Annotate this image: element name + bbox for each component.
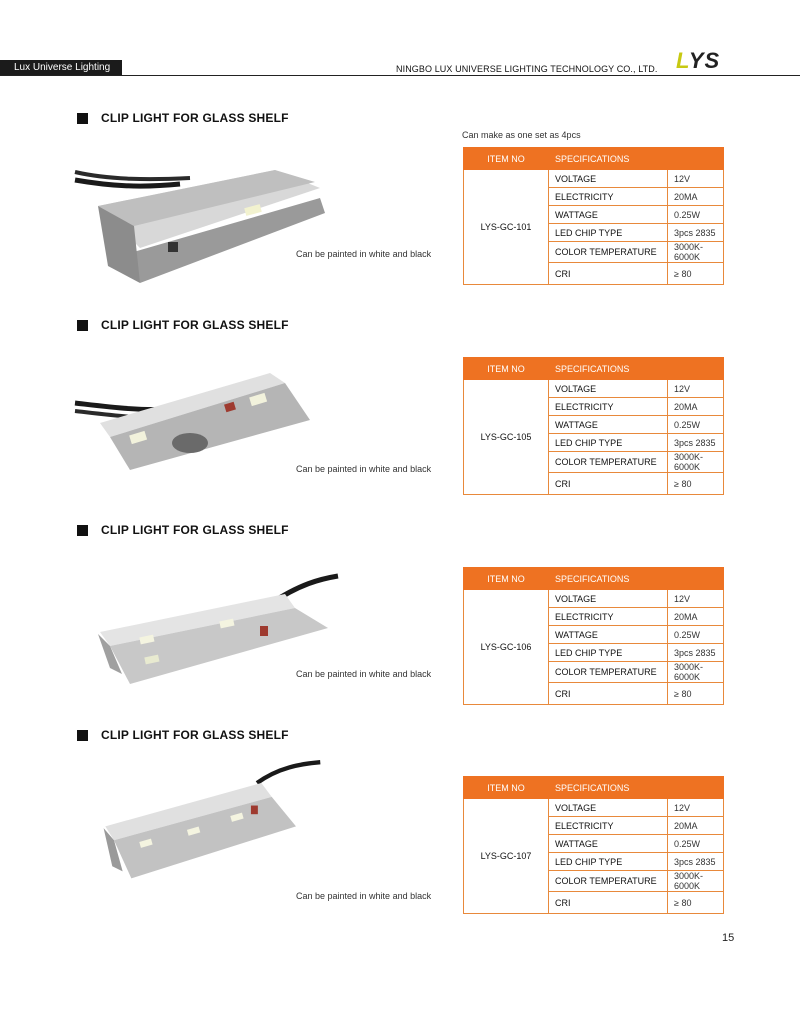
paint-note: Can be painted in white and black <box>296 669 432 679</box>
spec-value: 3000K-6000K <box>668 242 724 263</box>
spec-key: ELECTRICITY <box>549 188 668 206</box>
spec-key: COLOR TEMPERATURE <box>549 662 668 683</box>
item-no: LYS-GC-101 <box>464 170 549 285</box>
specs-header: SPECIFICATIONS <box>549 777 724 799</box>
spec-table <box>463 567 724 705</box>
spec-key: WATTAGE <box>549 416 668 434</box>
specs-header: SPECIFICATIONS <box>549 358 724 380</box>
section-title: CLIP LIGHT FOR GLASS SHELF <box>101 728 289 742</box>
spec-table <box>463 147 724 285</box>
spec-value: 12V <box>668 590 724 608</box>
spec-key: CRI <box>549 892 668 914</box>
product-section-2 <box>0 317 800 517</box>
item-no-header: ITEM NO <box>464 358 549 380</box>
paint-note: Can be painted in white and black <box>296 891 432 901</box>
brand-tab: Lux Universe Lighting <box>0 60 122 76</box>
item-no: LYS-GC-107 <box>464 799 549 914</box>
section-title: CLIP LIGHT FOR GLASS SHELF <box>101 523 289 537</box>
spec-key: WATTAGE <box>549 626 668 644</box>
spec-key: ELECTRICITY <box>549 398 668 416</box>
product-photo <box>70 365 340 495</box>
spec-value: 20MA <box>668 398 724 416</box>
product-section-4 <box>0 727 800 927</box>
spec-value: 12V <box>668 799 724 817</box>
spec-key: ELECTRICITY <box>549 608 668 626</box>
spec-table <box>463 776 724 914</box>
spec-value: 0.25W <box>668 626 724 644</box>
section-title: CLIP LIGHT FOR GLASS SHELF <box>101 111 289 125</box>
section-bullet <box>77 113 88 124</box>
spec-value: 20MA <box>668 608 724 626</box>
company-logo <box>676 50 728 76</box>
set-note: Can make as one set as 4pcs <box>462 130 581 140</box>
item-no: LYS-GC-105 <box>464 380 549 495</box>
item-no: LYS-GC-106 <box>464 590 549 705</box>
company-name: NINGBO LUX UNIVERSE LIGHTING TECHNOLOGY CO., LTD. <box>396 64 658 74</box>
spec-key: VOLTAGE <box>549 380 668 398</box>
section-title: CLIP LIGHT FOR GLASS SHELF <box>101 318 289 332</box>
spec-key: LED CHIP TYPE <box>549 644 668 662</box>
logo-wordmark: LYS <box>676 48 721 73</box>
spec-key: COLOR TEMPERATURE <box>549 242 668 263</box>
specs-header: SPECIFICATIONS <box>549 148 724 170</box>
product-photo <box>70 757 340 887</box>
spec-value: 0.25W <box>668 835 724 853</box>
spec-key: VOLTAGE <box>549 170 668 188</box>
spec-key: LED CHIP TYPE <box>549 434 668 452</box>
spec-key: COLOR TEMPERATURE <box>549 452 668 473</box>
item-no-header: ITEM NO <box>464 568 549 590</box>
spec-key: WATTAGE <box>549 206 668 224</box>
spec-value: 3000K-6000K <box>668 452 724 473</box>
section-bullet <box>77 525 88 536</box>
product-photo <box>70 158 340 288</box>
spec-value: ≥ 80 <box>668 683 724 705</box>
spec-value: 20MA <box>668 817 724 835</box>
spec-key: VOLTAGE <box>549 799 668 817</box>
spec-value: ≥ 80 <box>668 263 724 285</box>
spec-value: ≥ 80 <box>668 473 724 495</box>
spec-value: 3000K-6000K <box>668 662 724 683</box>
spec-value: 0.25W <box>668 206 724 224</box>
spec-key: LED CHIP TYPE <box>549 224 668 242</box>
product-section-3 <box>0 522 800 722</box>
paint-note: Can be painted in white and black <box>296 464 432 474</box>
paint-note: Can be painted in white and black <box>296 249 432 259</box>
spec-value: 3pcs 2835 <box>668 224 724 242</box>
spec-key: CRI <box>549 473 668 495</box>
spec-value: 3pcs 2835 <box>668 853 724 871</box>
spec-value: ≥ 80 <box>668 892 724 914</box>
product-section-1 <box>0 110 800 310</box>
spec-value: 3pcs 2835 <box>668 644 724 662</box>
spec-key: WATTAGE <box>549 835 668 853</box>
spec-value: 3pcs 2835 <box>668 434 724 452</box>
item-no-header: ITEM NO <box>464 148 549 170</box>
spec-key: VOLTAGE <box>549 590 668 608</box>
specs-header: SPECIFICATIONS <box>549 568 724 590</box>
spec-table <box>463 357 724 495</box>
spec-value: 3000K-6000K <box>668 871 724 892</box>
spec-value: 0.25W <box>668 416 724 434</box>
section-bullet <box>77 730 88 741</box>
section-bullet <box>77 320 88 331</box>
spec-value: 20MA <box>668 188 724 206</box>
spec-key: LED CHIP TYPE <box>549 853 668 871</box>
spec-value: 12V <box>668 380 724 398</box>
spec-value: 12V <box>668 170 724 188</box>
spec-key: CRI <box>549 263 668 285</box>
spec-key: ELECTRICITY <box>549 817 668 835</box>
spec-key: CRI <box>549 683 668 705</box>
page-number: 15 <box>722 932 735 944</box>
item-no-header: ITEM NO <box>464 777 549 799</box>
spec-key: COLOR TEMPERATURE <box>549 871 668 892</box>
